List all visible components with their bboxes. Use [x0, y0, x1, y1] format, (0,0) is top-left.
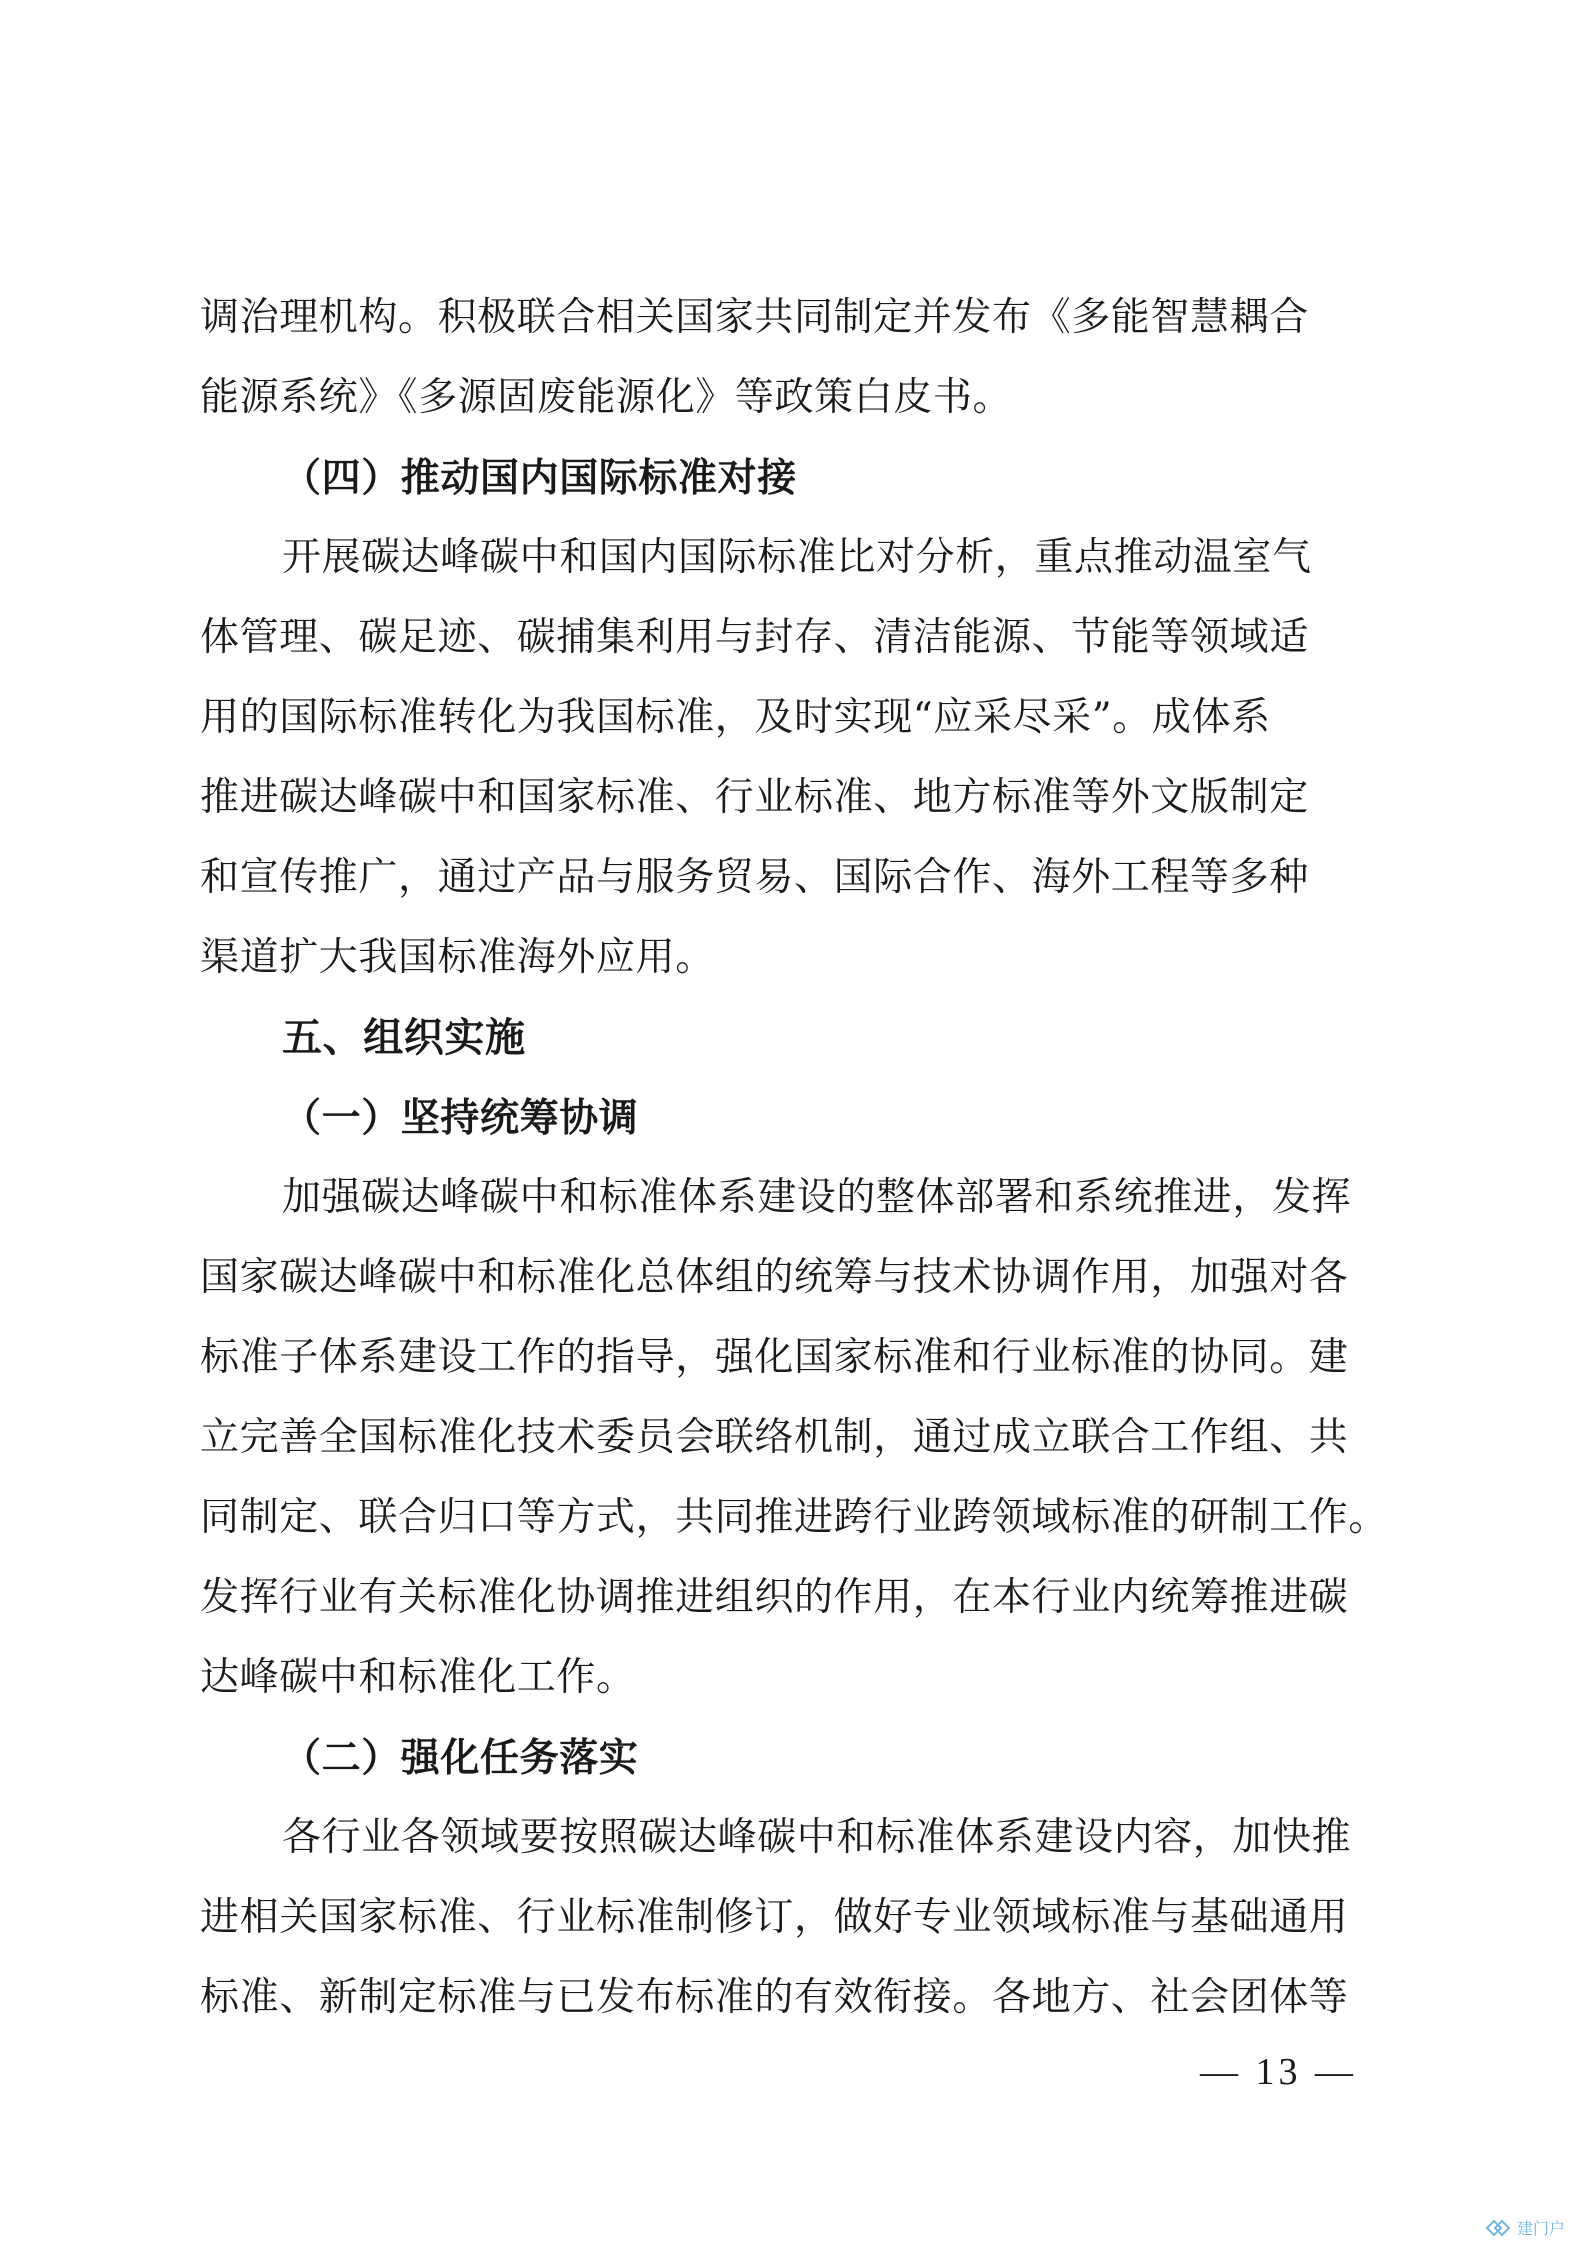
paragraph-line: 能源系统》《多源固废能源化》等政策白皮书。: [200, 375, 1013, 420]
paragraph-line: 标准、新制定标准与已发布标准的有效衔接。各地方、社会团体等: [200, 1975, 1349, 2020]
paragraph-line: 同制定、联合归口等方式，共同推进跨行业跨领域标准的研制工作。: [200, 1495, 1389, 1540]
section-subheading: （二）强化任务落实: [282, 1735, 639, 1781]
paragraph-line: 和宣传推广，通过产品与服务贸易、国际合作、海外工程等多种: [200, 855, 1309, 900]
watermark-text: 建门户: [1516, 2219, 1565, 2238]
paragraph-line: 推进碳达峰碳中和国家标准、行业标准、地方标准等外文版制定: [200, 775, 1309, 820]
paragraph-line: 发挥行业有关标准化协调推进组织的作用，在本行业内统筹推进碳: [200, 1575, 1349, 1620]
paragraph-line: 渠道扩大我国标准海外应用。: [200, 935, 715, 980]
paragraph-line: 加强碳达峰碳中和标准体系建设的整体部署和系统推进，发挥: [282, 1175, 1352, 1220]
paragraph-line: 体管理、碳足迹、碳捕集利用与封存、清洁能源、节能等领域适: [200, 615, 1309, 660]
watermark: [1485, 2216, 1565, 2239]
paragraph-line: 立完善全国标准化技术委员会联络机制，通过成立联合工作组、共: [200, 1415, 1349, 1460]
section-subheading: （一）坚持统筹协调: [282, 1095, 639, 1141]
section-heading: 五、组织实施: [282, 1015, 526, 1061]
logo-icon: [1485, 2219, 1511, 2237]
paragraph-line: 调治理机构。积极联合相关国家共同制定并发布《多能智慧耦合: [200, 295, 1309, 340]
paragraph-line: 进相关国家标准、行业标准制修订，做好专业领域标准与基础通用: [200, 1895, 1349, 1940]
paragraph-line: 各行业各领域要按照碳达峰碳中和标准体系建设内容，加快推: [282, 1815, 1352, 1860]
page-number: — 13 —: [1200, 2051, 1357, 2093]
section-subheading: （四）推动国内国际标准对接: [282, 455, 797, 501]
paragraph-line: 开展碳达峰碳中和国内国际标准比对分析，重点推动温室气: [282, 535, 1312, 580]
paragraph-line: 国家碳达峰碳中和标准化总体组的统筹与技术协调作用，加强对各: [200, 1255, 1349, 1300]
paragraph-line: 用的国际标准转化为我国标准，及时实现“应采尽采”。成体系: [200, 695, 1271, 740]
paragraph-line: 标准子体系建设工作的指导，强化国家标准和行业标准的协同。建: [200, 1335, 1349, 1380]
paragraph-line: 达峰碳中和标准化工作。: [200, 1655, 636, 1700]
